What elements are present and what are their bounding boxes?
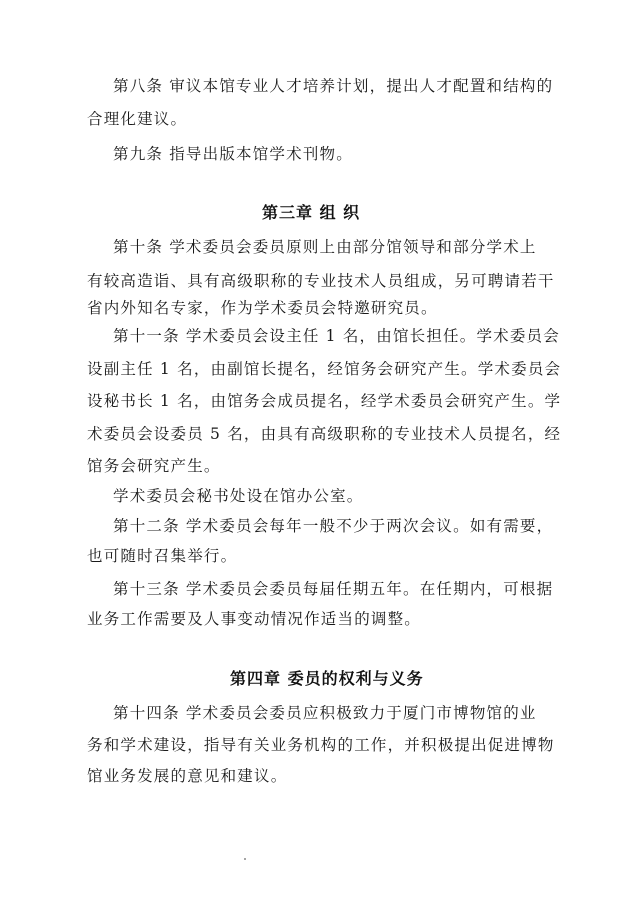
article-11-line-2: 设副主任 1 名，由副馆长提名，经馆务会研究产生。学术委员会 bbox=[87, 360, 562, 378]
article-13-line-1: 第十三条 学术委员会委员每届任期五年。在任期内，可根据 bbox=[113, 580, 554, 598]
article-11-line-5: 馆务会研究产生。 bbox=[87, 457, 221, 475]
article-10-line-2: 有较高造诣、具有高级职称的专业技术人员组成，另可聘请若干 bbox=[87, 272, 555, 290]
article-8-line-2: 合理化建议。 bbox=[87, 110, 188, 128]
scan-speck bbox=[244, 858, 246, 860]
article-8-line-1: 第八条 审议本馆专业人才培养计划，提出人才配置和结构的 bbox=[113, 77, 554, 95]
chapter-3-heading: 第三章 组 织 bbox=[262, 203, 361, 222]
article-12-line-1: 第十二条 学术委员会每年一般不少于两次会议。如有需要， bbox=[113, 517, 554, 535]
article-12-line-2: 也可随时召集举行。 bbox=[87, 547, 238, 565]
article-10-line-1: 第十条 学术委员会委员原则上由部分馆领导和部分学术上 bbox=[113, 238, 537, 256]
article-10-line-3: 省内外知名专家，作为学术委员会特邀研究员。 bbox=[87, 299, 438, 317]
secretariat-line: 学术委员会秘书处设在馆办公室。 bbox=[113, 487, 364, 505]
article-13-line-2: 业务工作需要及人事变动情况作适当的调整。 bbox=[87, 610, 422, 628]
article-14-line-3: 馆业务发展的意见和建议。 bbox=[87, 767, 288, 785]
article-14-line-2: 务和学术建设，指导有关业务机构的工作，并积极提出促进博物 bbox=[87, 736, 555, 754]
article-14-line-1: 第十四条 学术委员会委员应积极致力于厦门市博物馆的业 bbox=[113, 704, 537, 722]
chapter-4-heading: 第四章 委员的权利与义务 bbox=[230, 669, 424, 688]
article-11-line-1: 第十一条 学术委员会设主任 1 名，由馆长担任。学术委员会 bbox=[113, 327, 560, 345]
article-11-line-4: 术委员会设委员 5 名，由具有高级职称的专业技术人员提名，经 bbox=[87, 425, 562, 443]
article-11-line-3: 设秘书长 1 名，由馆务会成员提名，经学术委员会研究产生。学 bbox=[87, 392, 562, 410]
article-9-line-1: 第九条 指导出版本馆学术刊物。 bbox=[113, 145, 353, 163]
